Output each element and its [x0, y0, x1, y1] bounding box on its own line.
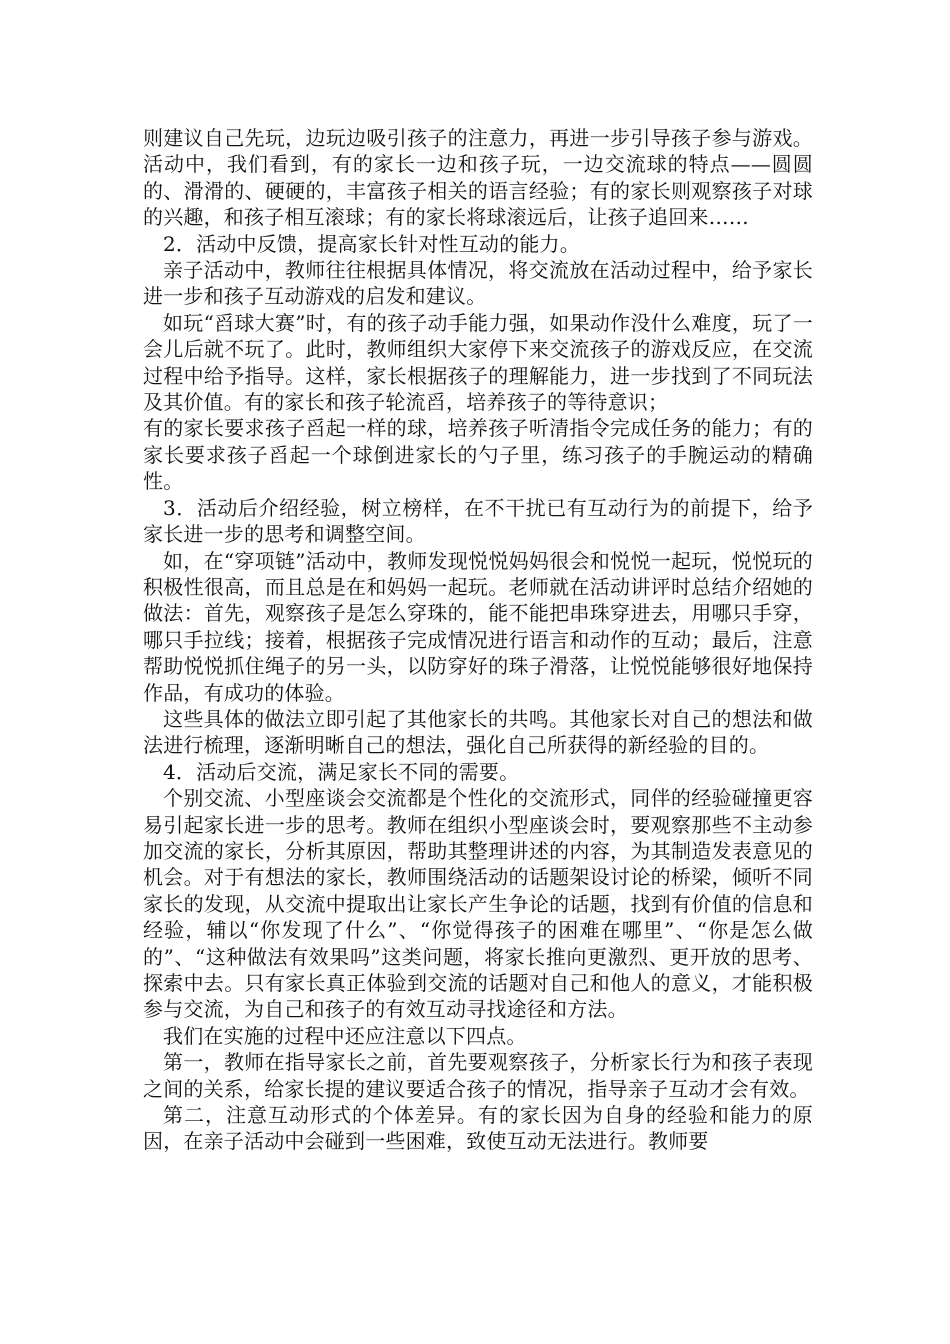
- paragraph: 第一，教师在指导家长之前，首先要观察孩子，分析家长行为和孩子表现之间的关系，给家长提的建议要适合孩子的情况，指导亲子互动才会有效。: [143, 1050, 813, 1101]
- paragraph: 这些具体的做法立即引起了其他家长的共鸣。其他家长对自己的想法和做法进行梳理，逐渐明晰自己的想法，强化自己所获得的新经验的目的。: [143, 706, 813, 758]
- paragraph: 个别交流、小型座谈会交流都是个性化的交流形式，同伴的经验碰撞更容易引起家长进一步的思考。教师在组织小型座谈会时，要观察那些不主动参加交流的家长，分析其原因，帮助其整理讲述的内容，为其制造发表意见的机会。对于有想法的家长，教师围绕活动的话题架设讨论的桥梁，倾听不同家长的发现，从交流中提取出让家长产生争论的话题，找到有价值的信息和经验，辅以“你发现了什么”、“你觉得孩子的困难在哪里”、“你是怎么做的”、“这种做法有效果吗”这类问题，将家长推向更激烈、更开放的思考、探索中去。只有家长真正体验到交流的话题对自己和他人的意义，才能积极参与交流，为自己和孩子的有效互动寻找途径和方法。: [143, 786, 813, 1022]
- paragraph: 第二，注意互动形式的个体差异。有的家长因为自身的经验和能力的原因，在亲子活动中会碰到一些困难，致使互动无法进行。教师要: [143, 1103, 813, 1154]
- paragraph: 我们在实施的过程中还应注意以下四点。: [163, 1023, 527, 1048]
- paragraph: 亲子活动中，教师往往根据具体情况，将交流放在活动过程中，给予家长进一步和孩子互动游戏的启发和建议。: [143, 258, 813, 309]
- section-heading-3: 3．活动后介绍经验，树立榜样，在不干扰已有互动行为的前提下，给予家长进一步的思考和调整空间。: [143, 495, 813, 547]
- paragraph: 如玩“舀球大赛”时，有的孩子动手能力强，如果动作没什么难度，玩了一会儿后就不玩了。此时，教师组织大家停下来交流孩子的游戏反应，在交流过程中给予指导。这样，家长根据孩子的理解能力，进一步找到了不同玩法及其价值。有的家长和孩子轮流舀，培养孩子的等待意识；: [143, 310, 813, 415]
- paragraph-continued: 则建议自己先玩，边玩边吸引孩子的注意力，再进一步引导孩子参与游戏。活动中，我们看到，有的家长一边和孩子玩，一边交流球的特点——圆圆的、滑滑的、硬硬的，丰富孩子相关的语言经验；有的家长则观察孩子对球的兴趣，和孩子相互滚球；有的家长将球滚远后，让孩子追回来……: [143, 126, 813, 230]
- document-body: [143, 125, 813, 1155]
- section-heading-4: 4．活动后交流，满足家长不同的需要。: [163, 759, 520, 784]
- paragraph: 有的家长要求孩子舀起一样的球，培养孩子听清指令完成任务的能力；有的家长要求孩子舀起一个球倒进家长的勺子里，练习孩子的手腕运动的精确性。: [143, 416, 813, 494]
- paragraph: 如，在“穿项链”活动中，教师发现悦悦妈妈很会和悦悦一起玩，悦悦玩的积极性很高，而且总是在和妈妈一起玩。老师就在活动讲评时总结介绍她的做法：首先，观察孩子是怎么穿珠的，能不能把串珠穿进去，用哪只手穿，哪只手拉线；接着，根据孩子完成情况进行语言和动作的互动；最后，注意帮助悦悦抓住绳子的另一头，以防穿好的珠子滑落，让悦悦能够很好地保持作品，有成功的体验。: [143, 548, 813, 705]
- section-heading-2: 2．活动中反馈，提高家长针对性互动的能力。: [163, 231, 580, 256]
